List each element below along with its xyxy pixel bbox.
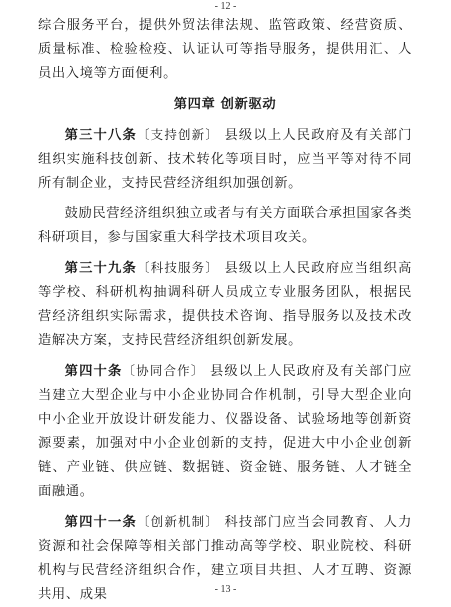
article-38-tag: 〔支持创新〕 [136, 127, 220, 142]
intro-paragraph: 综合服务平台，提供外贸法律法规、监管政策、经营资质、质量标准、检验检疫、认证认可等指导服务，提供用汇、人员出入境等方面便利。 [38, 18, 412, 81]
article-40-body: 县级以上人民政府及有关部门应当建立大型企业与中小企业协同合作机制，引导大型企业向中小企业开放设计研发能力、仪器设备、试验场地等创新资源要素，加强对中小企业创新的支持，促进大中小企业创新链、产业链、供应链、数据链、资金链、服务链、人才链全面融通。 [38, 364, 412, 499]
article-39-tag: 〔科技服务〕 [136, 260, 220, 275]
page-number-top: - 12 - [214, 1, 237, 12]
chapter-heading: 第四章 创新驱动 [173, 97, 277, 112]
article-38-number: 第三十八条 [64, 128, 137, 143]
article-39-number: 第三十九条 [64, 261, 137, 276]
document-body [38, 14, 412, 607]
article-40-tag: 〔协同合作〕 [122, 363, 205, 378]
article-38-body: 县级以上人民政府及有关部门组织实施科技创新、技术转化等项目时，应当平等对待不同所有制企业，支持民营经济组织加强创新。 [38, 128, 413, 191]
article-41-tag: 〔创新机制〕 [136, 514, 220, 529]
article-38-extra: 鼓励民营经济组织独立或者与有关方面联合承担国家各类科研项目，参与国家重大科学技术项目攻关。 [38, 206, 413, 245]
article-41-number: 第四十一条 [64, 515, 137, 530]
article-40-number: 第四十条 [64, 364, 123, 379]
article-39-body: 县级以上人民政府应当组织高等学校、科研机构抽调科研人员成立专业服务团队，根据民营经济组织实际需求，提供技术咨询、指导服务以及技术改造解决方案，支持民营经济组织创新发展。 [38, 261, 413, 348]
article-40 [38, 359, 412, 504]
page-number-bottom: - 13 - [214, 584, 237, 595]
article-38 [38, 123, 412, 196]
article-41-body: 科技部门应当会同教育、人力资源和社会保障等相关部门推动高等学校、职业院校、科研机构与民营经济组织合作，建立项目共担、人才互聘、资源共用、成果 [38, 515, 413, 602]
article-39 [38, 256, 412, 353]
